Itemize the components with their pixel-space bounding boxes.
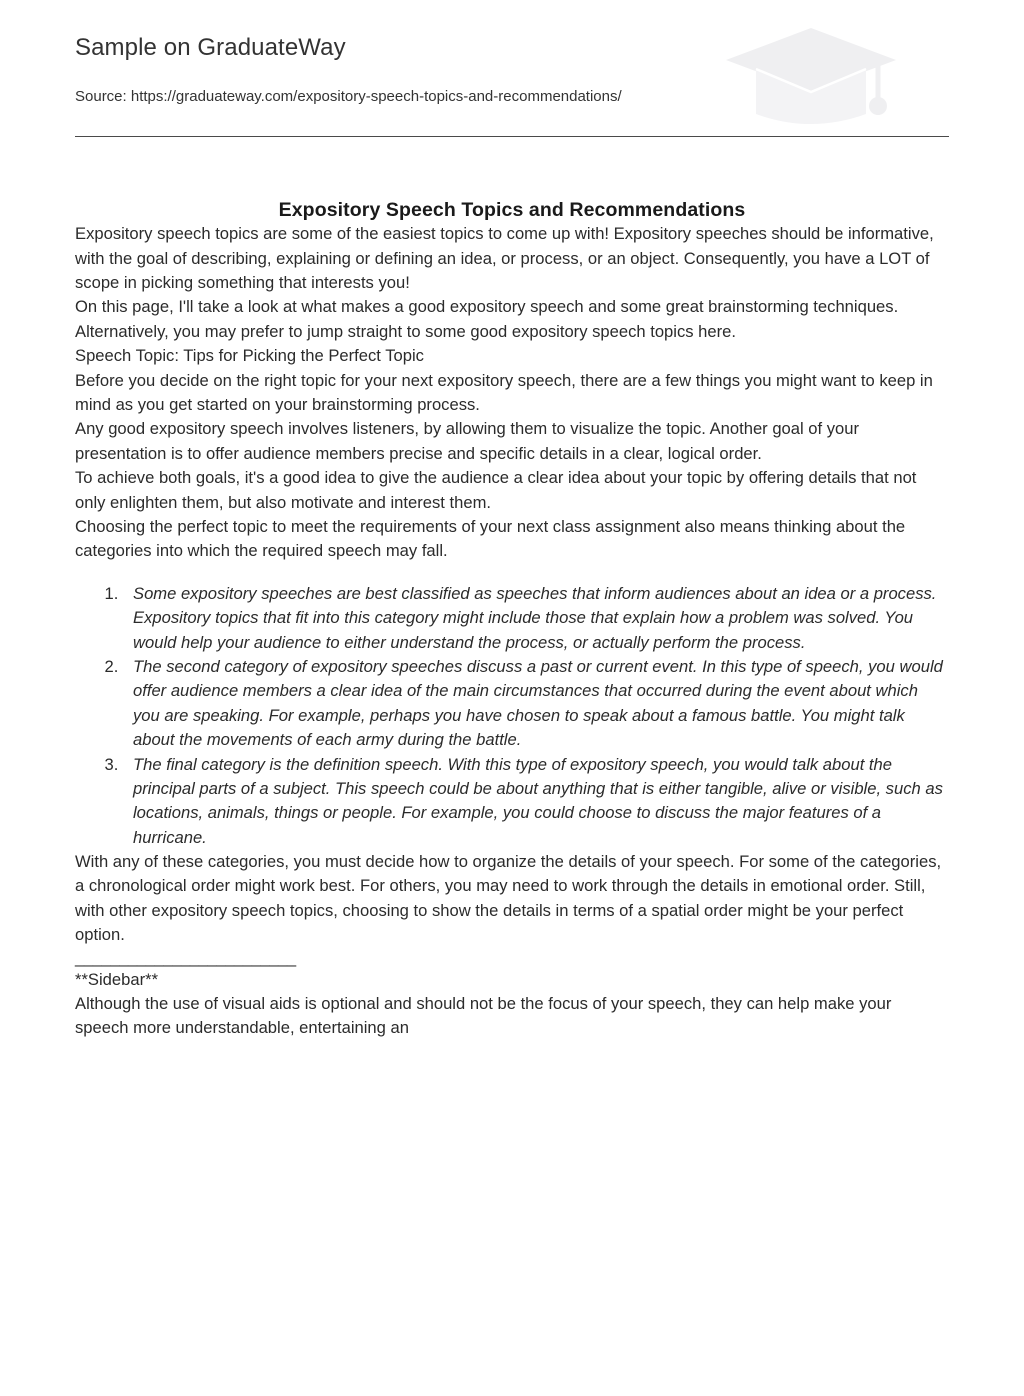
header-divider	[75, 136, 949, 137]
section-heading: Speech Topic: Tips for Picking the Perfect Topic	[75, 346, 424, 366]
source-line	[75, 87, 954, 107]
paragraph-body-1: Before you decide on the right topic for your next expository speech, there are a few things you might want to keep in mind as you get started on your brainstorming process.	[75, 370, 933, 415]
paragraph-sidebar-body: Although the use of visual aids is optional and should not be the focus of your speech, they can help make your speech more understandable, entertaining an	[75, 993, 892, 1038]
speech-category-list	[75, 582, 949, 850]
brand-title: Sample on GraduateWay	[75, 34, 346, 61]
paragraph-body-2: Any good expository speech involves listeners, by allowing them to visualize the topic. Another goal of your presentation is to offer audience members precise and specific details in a clear, logical order.	[75, 419, 860, 463]
source-url: https://graduateway.com/expository-speech-topics-and-recommendations/	[130, 87, 622, 105]
list-item: 3. The final category is the definition speech. With this type of expository speech, you would talk about the principal parts of a subject. This speech could be about anything that is either tangible, alive or visible, such as locations, animals, things or people. For example, you could choose to discuss the major features of a hurricane.	[123, 753, 949, 851]
paragraph-intro-1: Expository speech topics are some of the easiest topics to come up with! Expository speeches should be informative, with the goal of describing, explaining or defining an idea, or process, or an object. Consequently, you have a LOT of scope in picking something that interests you!	[75, 224, 934, 293]
paragraph-body-5: With any of these categories, you must decide how to organize the details of your speech. For some of the categories, a chronological order might work best. For others, you may need to work through the details in emotional order. Still, with other expository speech topics, choosing to show the details in terms of a spatial order might be your perfect option.	[75, 852, 942, 945]
list-item: 2. The second category of expository speeches discuss a past or current event. In this type of speech, you would offer audience members a clear idea of the main circumstances that occurred during the event about which you are speaking. For example, perhaps you have chosen to speak about a famous battle. You might talk about the movements of each army during the battle.	[123, 655, 949, 753]
document-body	[70, 199, 954, 1040]
underscore-separator: _________________________	[75, 947, 296, 967]
document-header	[70, 0, 954, 137]
paragraph-body-3: To achieve both goals, it's a good idea to give the audience a clear idea about your topic by offering details that not only enlighten them, but also motivate and interest them.	[75, 468, 917, 512]
paragraph-intro-2: On this page, I'll take a look at what makes a good expository speech and some great brainstorming techniques. Alternatively, you may prefer to jump straight to some good expository speech topics here.	[75, 297, 899, 341]
paragraph-body-4: Choosing the perfect topic to meet the requirements of your next class assignment also means thinking about the categories into which the required speech may fall.	[75, 516, 906, 561]
page-title: Expository Speech Topics and Recommendations	[278, 199, 746, 222]
list-item: 1. Some expository speeches are best classified as speeches that inform audiences about an idea or a process. Expository topics that fit into this category might include those that explain how a problem was solved. You would help your audience to either understand the process, or actually perform the process.	[123, 582, 949, 655]
sidebar-marker: **Sidebar**	[75, 969, 159, 989]
source-label: Source:	[75, 87, 127, 105]
